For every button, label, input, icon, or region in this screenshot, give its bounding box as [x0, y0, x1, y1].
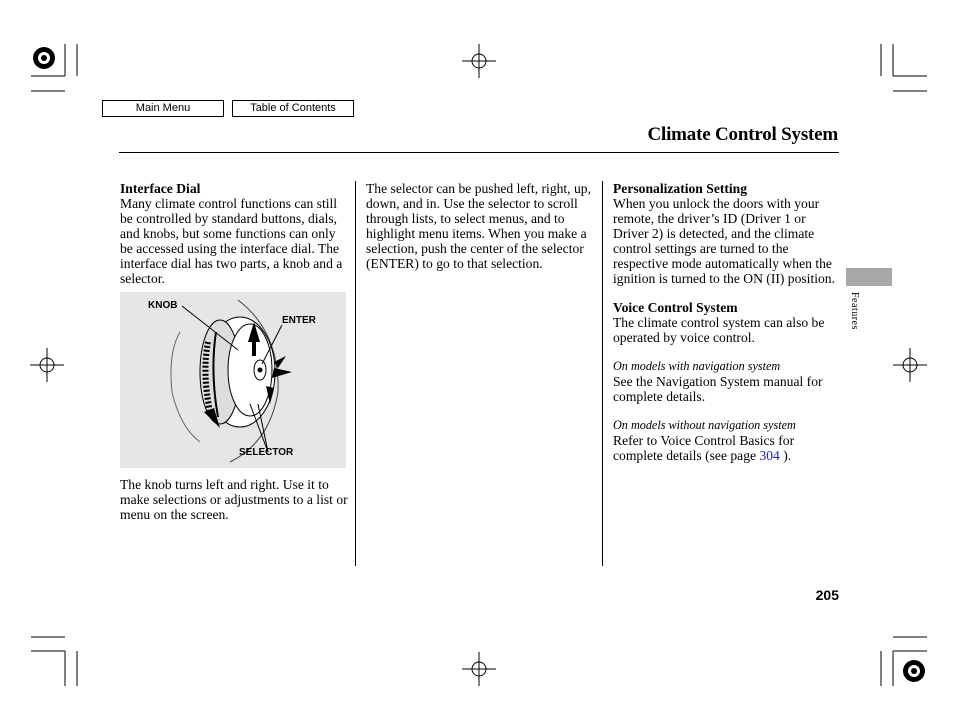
model-note: On models without navigation system: [613, 418, 796, 432]
column-2: [366, 181, 596, 271]
paragraph: The selector can be pushed left, right, up, down, and in. Use the selector to scroll through lists, to select menus, and to highlight menu items. When you make a selection, push the center of the selector (ENTER) to go to that selection.: [366, 181, 591, 271]
text: Refer to Voice Control Basics for complete details (see page: [613, 433, 795, 463]
selector-label: SELECTOR: [239, 447, 294, 458]
main-menu-button[interactable]: Main Menu: [102, 100, 224, 117]
paragraph: The knob turns left and right. Use it to make selections or adjustments to a list or menu on the screen.: [120, 477, 348, 522]
column-divider-1: [355, 181, 356, 566]
page-link[interactable]: 304: [759, 448, 780, 463]
model-note: On models with navigation system: [613, 359, 781, 373]
paragraph: The climate control system can also be operated by voice control.: [613, 315, 825, 345]
page-number: 205: [815, 587, 839, 603]
paragraph: See the Navigation System manual for complete details.: [613, 374, 823, 404]
section-tab: [846, 268, 892, 286]
paragraph: When you unlock the doors with your remote, the driver’s ID (Driver 1 or Driver 2) is detected, and the climate control settings are turned to the respective mode automatically when the ignition is turned to the ON (II) position.: [613, 196, 836, 286]
column-3: [613, 181, 843, 463]
column-1-lower: [120, 477, 350, 522]
paragraph: [613, 433, 843, 463]
section-tab-label: Features: [849, 292, 860, 330]
text: ).: [783, 448, 792, 463]
paragraph: Many climate control functions can still be controlled by standard buttons, dials, and knobs, but some functions can only be accessed using the interface dial. The interface dial has two parts, a knob and a selector.: [120, 196, 343, 286]
section-heading: Voice Control System: [613, 300, 738, 315]
enter-label: ENTER: [282, 315, 316, 326]
section-heading: Interface Dial: [120, 181, 201, 196]
table-of-contents-button[interactable]: Table of Contents: [232, 100, 354, 117]
interface-dial-figure: [120, 292, 346, 468]
section-heading: Personalization Setting: [613, 181, 748, 196]
column-divider-2: [602, 181, 603, 566]
page-title: Climate Control System: [647, 124, 838, 145]
column-1: [120, 181, 350, 286]
title-rule: [119, 152, 839, 153]
knob-label: KNOB: [148, 300, 178, 311]
